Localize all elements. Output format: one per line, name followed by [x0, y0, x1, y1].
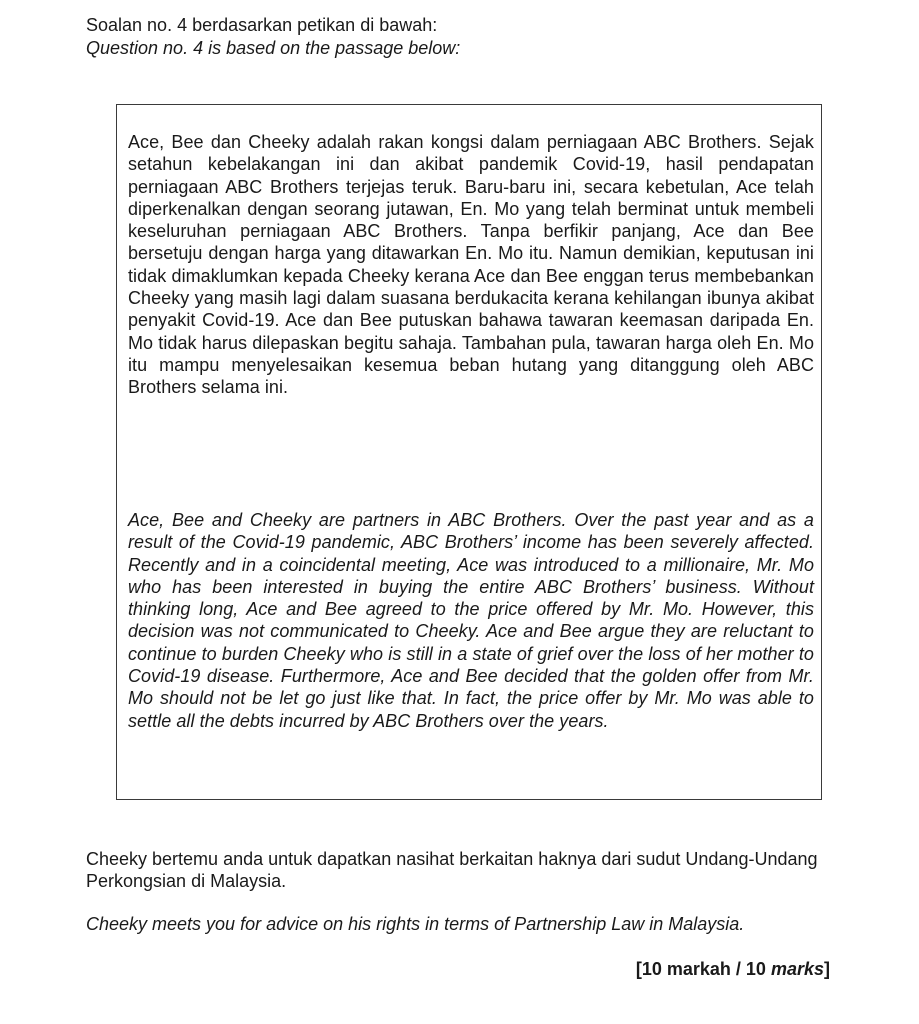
marks-close: ]	[824, 959, 830, 979]
passage-box	[116, 104, 822, 800]
intro-english: Question no. 4 is based on the passage below:	[86, 38, 461, 58]
question-malay: Cheeky bertemu anda untuk dapatkan nasihat berkaitan haknya dari sudut Undang-Undang Perkongsian di Malaysia.	[86, 849, 818, 891]
marks-label	[636, 958, 830, 980]
intro-malay: Soalan no. 4 berdasarkan petikan di bawah:	[86, 15, 438, 35]
passage-malay: Ace, Bee dan Cheeky adalah rakan kongsi dalam perniagaan ABC Brothers. Sejak setahun kebelakangan ini dan akibat pandemik Covid-19, hasil pendapatan perniagaan ABC Brothers terjejas teruk. Baru-baru ini, secara kebetulan, Ace telah diperkenalkan dengan seorang jutawan, En. Mo yang telah berminat untuk membeli keseluruhan perniagaan ABC Brothers. Tanpa berfikir panjang, Ace dan Bee bersetuju dengan harga yang ditawarkan En. Mo itu. Namun demikian, keputusan ini tidak dimaklumkan kepada Cheeky kerana Ace dan Bee enggan terus membebankan Cheeky yang masih lagi dalam suasana berdukacita kerana kehilangan ibunya akibat penyakit Covid-19. Ace dan Bee putuskan bahawa tawaran keemasan daripada En. Mo tidak harus dilepaskan begitu sahaja. Tambahan pula, tawaran harga oleh En. Mo itu mampu menyelesaikan kesemua beban hutang yang ditanggung oleh ABC Brothers selama ini.	[128, 132, 814, 398]
passage-english: Ace, Bee and Cheeky are partners in ABC Brothers. Over the past year and as a result of the Covid-19 pandemic, ABC Brothers’ income has been severely affected. Recently and in a coincidental meeting, Ace was introduced to a millionaire, Mr. Mo who has been interested in buying the entire ABC Brothers’ business. Without thinking long, Ace and Bee agreed to the price offered by Mr. Mo. However, this decision was not communicated to Cheeky. Ace and Bee argue they are reluctant to continue to burden Cheeky who is still in a state of grief over the loss of her mother to Covid-19 disease. Furthermore, Ace and Bee decided that the golden offer from Mr. Mo should not be let go just like that. In fact, the price offer by Mr. Mo was able to settle all the debts incurred by ABC Brothers over the years.	[128, 510, 814, 731]
marks-open: [10 markah / 10	[635, 959, 771, 979]
question-english: Cheeky meets you for advice on his rights in terms of Partnership Law in Malaysia.	[86, 914, 745, 934]
marks-en: marks	[770, 959, 824, 979]
